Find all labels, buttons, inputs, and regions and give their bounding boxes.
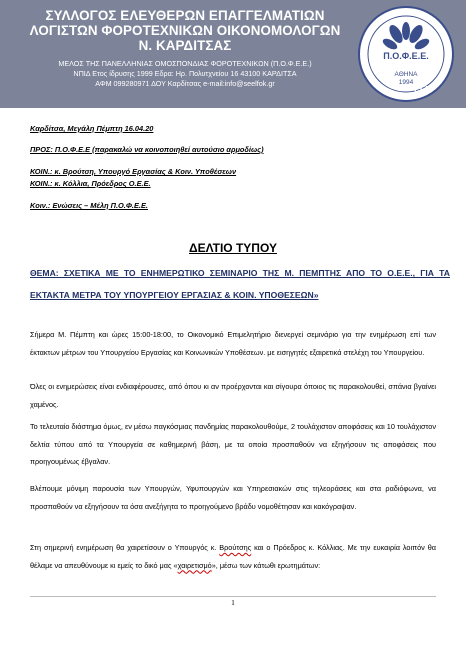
paragraph-3: Το τελευταίο διάστημα όμως, εν μέσω παγκόσμιας πανδημίας παρακολουθούμε, 2 τουλάχιστον αποφάσεις και 10 τουλάχιστον δελτία τύπου από τα Υπουργεία σε καθημερινή βάση, με τα οποία προσπαθούν να εξηγήσουν τις αποφάσεις που προηγουμένως έβγαλαν.: [30, 422, 436, 466]
paragraph-5-middle: και ο Πρόεδρος κ. Κόλλιας. Με την ευκαιρία λοιπόν θα θέλαμε να απευθύνουμε κι εμείς το δικό μας «: [30, 543, 436, 570]
title-line-3: Ν. ΚΑΡΔΙΤΣΑΣ: [138, 38, 232, 53]
member-line: ΜΕΛΟΣ ΤΗΣ ΠΑΝΕΛΛΗΝΙΑΣ ΟΜΟΣΠΟΝΔΙΑΣ ΦΟΡΟΤΕΧΝΙΚΩΝ (Π.Ο.Φ.Ε.Ε.): [58, 59, 312, 68]
title-line-1: ΣΥΛΛΟΓΟΣ ΕΛΕΥΘΕΡΩΝ ΕΠΑΓΓΕΛΜΑΤΙΩΝ: [45, 8, 325, 23]
recipient-line: ΠΡΟΣ: Π.Ο.Φ.Ε.Ε (παρακαλώ να κοινοποιηθεί αυτούσιο αρμοδίως): [30, 145, 264, 154]
poee-logo: [356, 4, 456, 104]
logo-year: 1994: [398, 79, 414, 86]
greeting-word: χαιρετισμό: [177, 560, 212, 570]
contact-line: ΑΦΜ 099280971 ΔΟΥ Καρδίτσας e-mail:info@seelfok.gr: [95, 79, 275, 88]
paragraph-5: [30, 539, 436, 574]
logo-city: ΑΘΗΝΑ: [394, 71, 418, 78]
date-line: Καρδίτσα, Μεγάλη Πέμπτη 16.04.20: [30, 124, 154, 133]
title-line-2: ΛΟΓΙΣΤΩΝ ΦΟΡΟΤΕΧΝΙΚΩΝ ΟΙΚΟΝΟΜΟΛΟΓΩΝ: [29, 23, 341, 38]
subject-line: ΘΕΜΑ: ΣΧΕΤΙΚΑ ΜΕ ΤΟ ΕΝΗΜΕΡΩΤΙΚΟ ΣΕΜΙΝΑΡΙΟ ΤΗΣ Μ. ΠΕΜΠΤΗΣ ΑΠΟ ΤΟ Ο.Ε.Ε., ΓΙΑ ΤΑ ΕΚΤΑΚΤΑ ΜΕΤΡΑ ΤΟΥ ΥΠΟΥΡΓΕΙΟΥ ΕΡΓΑΣΙΑΣ & ΚΟΙΝ. ΥΠΟΘΕΣΕΩΝ»: [30, 268, 450, 300]
paragraph-5-end: », μέσω των κάτωθι ερωτημάτων:: [211, 560, 321, 570]
paragraph-4: Βλέπουμε μόνιμη παρουσία των Υπουργών, Υφυπουργών και Υπηρεσιακών στις τηλεοράσεις και στα ραδιόφωνα, να προσπαθούν να εξηγήσουν τα όσα ανεξήγητα το προηγούμενο βράδυ νομοθέτησαν και κακόγραψαν.: [30, 484, 436, 511]
footer-divider: [30, 596, 436, 597]
cc-line-2: ΚΟΙΝ.: κ. Κόλλια, Πρόεδρος Ο.Ε.Ε.: [30, 179, 151, 188]
association-title: [10, 8, 360, 53]
paragraph-2: Όλες οι ενημερώσεις είναι ενδιαφέρουσες, από όπου κι αν προέρχονται και σίγουρα όποιος τις παρακολουθεί, σπάνια βγαίνει χαμένος.: [30, 382, 436, 409]
page-number: 1: [231, 598, 235, 607]
address-line: ΝΠΙΔ Ετος ίδρυσης 1999 Εδρα: Ηρ. Πολυτχνείου 16 43100 ΚΑΡΔΙΤΣΑ: [73, 69, 297, 78]
cc-line-1: ΚΟΙΝ.: κ. Βρούτση, Υπουργό Εργασίας & Κοιν. Υποθέσεων: [30, 167, 237, 176]
cfe-logo: CFE: [414, 85, 430, 94]
paragraph-1: Σήμερα Μ. Πέμπτη και ώρες 15:00-18:00, το Οικονομικό Επιμελητήριο διενεργεί σεμινάριο για την ενημέρωση επί των έκτακτων μέτρων του Υπουργείου Εργασίας και Κοινωνικών Υποθέσεων. με εισηγητές εξαιρετικά στελέχη του Υπουργείου.: [30, 330, 436, 357]
minister-name: Βρούτσης: [219, 543, 252, 552]
press-release-heading: ΔΕΛΤΙΟ ΤΥΠΟΥ: [189, 241, 277, 255]
logo-text: Π.Ο.Φ.Ε.Ε.: [383, 51, 429, 61]
paragraph-5-start: Στη σημερινή ενημέρωση θα χαιρετίσουν ο Υπουργός κ.: [30, 543, 220, 552]
cc-line-3: Κοιν.: Ενώσεις – Μέλη Π.Ο.Φ.Ε.Ε.: [30, 201, 148, 210]
letterhead-banner: [0, 0, 466, 108]
